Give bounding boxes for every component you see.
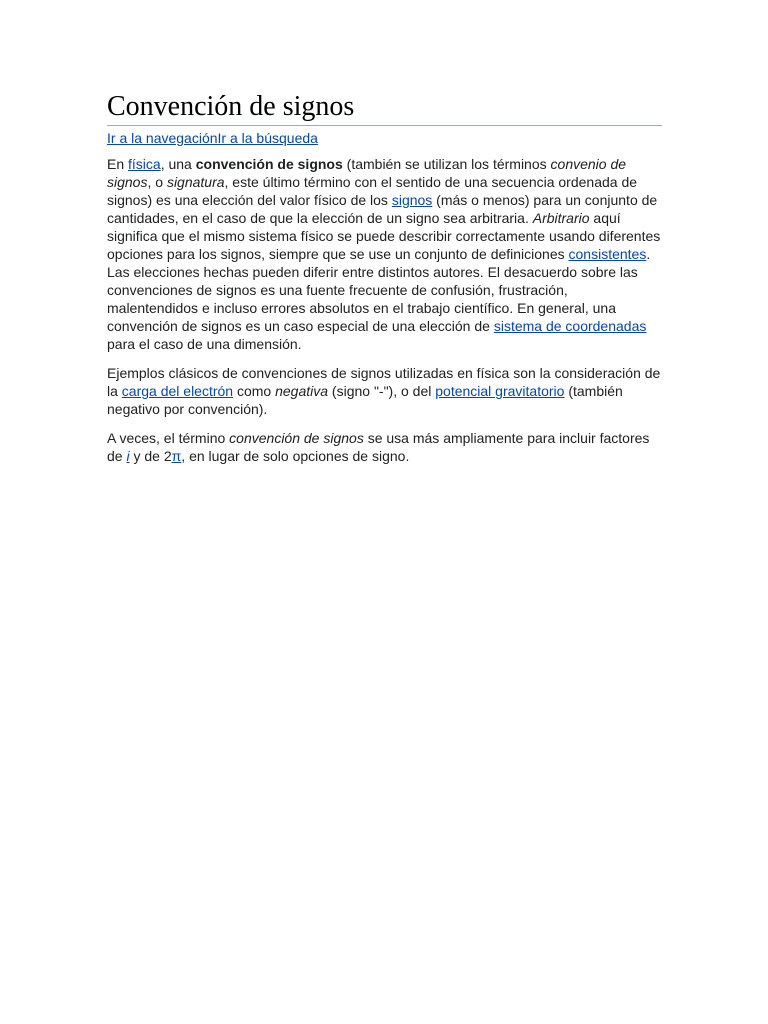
link-pi[interactable]: π bbox=[171, 448, 182, 464]
jump-to-navigation-link[interactable]: Ir a la navegación bbox=[107, 130, 218, 146]
paragraph-examples bbox=[107, 364, 662, 418]
text: . Las elecciones hechas pueden diferir entre distintos autores. El desacuerdo sobre las convenciones de signos es una fuente frecuente de confusión, frustración, malentendidos e incluso errores absolutos en el trabajo científico. En general, una convención de signos es un caso especial de una elección de bbox=[107, 246, 651, 334]
italic-term: Arbitrario bbox=[532, 210, 590, 226]
text: como bbox=[233, 383, 276, 399]
link-i[interactable]: i bbox=[126, 448, 130, 464]
text: para el caso de una dimensión. bbox=[107, 336, 302, 352]
text: y de 2 bbox=[129, 448, 172, 464]
link-consistentes[interactable]: consistentes bbox=[568, 246, 647, 262]
text: se usa más ampliamente para incluir factores de bbox=[107, 430, 650, 464]
jump-to-search-link[interactable]: Ir a la búsqueda bbox=[217, 130, 318, 146]
italic-term: negativa bbox=[275, 383, 329, 399]
link-signos[interactable]: signos bbox=[391, 192, 433, 208]
text: , una bbox=[160, 156, 196, 172]
text: (más o menos) para un conjunto de cantidades, en el caso de que la elección de un signo sea arbitraria. bbox=[107, 192, 658, 226]
jump-links bbox=[107, 129, 662, 147]
text: , o bbox=[147, 174, 167, 190]
text: , en lugar de solo opciones de signo. bbox=[181, 448, 410, 464]
text: A veces, el término bbox=[107, 430, 230, 446]
article bbox=[107, 90, 662, 465]
text: Ejemplos clásicos de convenciones de signos utilizadas en física son la consideración de la bbox=[107, 365, 661, 399]
text: (signo "-"), o del bbox=[328, 383, 436, 399]
link-carga-del-electron[interactable]: carga del electrón bbox=[121, 383, 234, 399]
link-sistema-de-coordenadas[interactable]: sistema de coordenadas bbox=[493, 318, 647, 334]
link-potencial-gravitatorio[interactable]: potencial gravitatorio bbox=[435, 383, 565, 399]
italic-term: convenio de signos bbox=[107, 156, 627, 190]
paragraph-factors bbox=[107, 429, 662, 465]
text: (también negativo por convención). bbox=[107, 383, 623, 417]
link-fisica[interactable]: física bbox=[128, 156, 161, 172]
text: aquí significa que el mismo sistema físico se puede describir correctamente usando diferentes opciones para los signos, siempre que se use un conjunto de definiciones bbox=[107, 210, 661, 262]
text: (también se utilizan los términos bbox=[342, 156, 551, 172]
text: En bbox=[107, 156, 129, 172]
italic-term: convención de signos bbox=[229, 430, 364, 446]
page-title: Convención de signos bbox=[107, 90, 662, 126]
text: , este último término con el sentido de una secuencia ordenada de signos) es una elección del valor físico de los bbox=[107, 174, 638, 208]
paragraph-intro bbox=[107, 155, 662, 353]
italic-term: signatura bbox=[166, 174, 225, 190]
bold-term: convención de signos bbox=[195, 156, 343, 172]
